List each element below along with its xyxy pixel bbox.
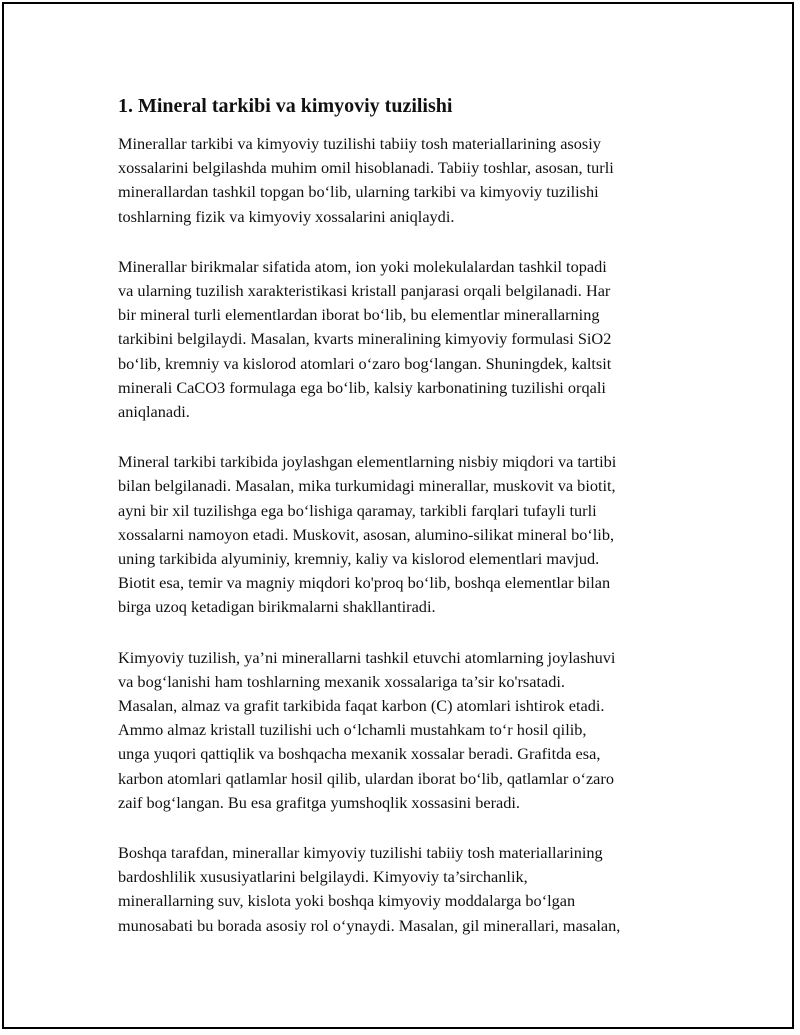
text-line: Ammo almaz kristall tuzilishi uch o‘lchamli mustahkam to‘r hosil qilib, xyxy=(118,720,587,740)
text-line: Minerallar birikmalar sifatida atom, ion yoki molekulalardan tashkil topadi xyxy=(118,256,607,276)
text-line: Mineral tarkibi tarkibida joylashgan elementlarning nisbiy miqdori va tartibi xyxy=(118,452,617,472)
text-line: uning tarkibida alyuminiy, kremniy, kaliy va kislorod elementlari mavjud. xyxy=(118,549,600,569)
text-line: toshlarning fizik va kimyoviy xossalarini aniqlaydi. xyxy=(118,206,455,226)
text-line: unga yuqori qattiqlik va boshqacha mexanik xossalar beradi. Grafitda esa, xyxy=(118,744,601,764)
section-heading: 1. Mineral tarkibi va kimyoviy tuzilishi xyxy=(118,95,453,117)
text-line: bir mineral turli elementlardan iborat bo‘lib, bu elementlar minerallarning xyxy=(118,305,600,325)
text-line: minerallardan tashkil topgan bo‘lib, ularning tarkibi va kimyoviy tuzilishi xyxy=(118,182,599,202)
text-line: bardoshlilik xususiyatlarini belgilaydi. Kimyoviy ta’sirchanlik, xyxy=(118,867,528,887)
document-body xyxy=(118,93,686,964)
text-line: Kimyoviy tuzilish, ya’ni minerallarni tashkil etuvchi atomlarning joylashuvi xyxy=(118,647,616,667)
paragraph xyxy=(118,255,686,424)
paragraph xyxy=(118,841,686,938)
paragraph xyxy=(118,132,686,229)
paragraph xyxy=(118,646,686,815)
text-line: karbon atomlari qatlamlar hosil qilib, ulardan iborat bo‘lib, qatlamlar o‘zaro xyxy=(118,768,614,788)
text-line: minerallarning suv, kislota yoki boshqa kimyoviy moddalarga bo‘lgan xyxy=(118,891,576,911)
text-line: bo‘lib, kremniy va kislorod atomlari o‘zaro bog‘langan. Shuningdek, kaltsit xyxy=(118,353,612,373)
text-line: Masalan, almaz va grafit tarkibida faqat karbon (C) atomlari ishtirok etadi. xyxy=(118,696,605,716)
text-line: Boshqa tarafdan, minerallar kimyoviy tuzilishi tabiiy tosh materiallarining xyxy=(118,843,603,863)
text-line: zaif bog‘langan. Bu esa grafitga yumshoqlik xossasini beradi. xyxy=(118,792,520,812)
text-line: bilan belgilanadi. Masalan, mika turkumidagi minerallar, muskovit va biotit, xyxy=(118,476,616,496)
text-line: minerali CaCO3 formulaga ega bo‘lib, kalsiy karbonatining tuzilishi orqali xyxy=(118,377,606,397)
text-line: birga uzoq ketadigan birikmalarni shakllantiradi. xyxy=(118,597,436,617)
paragraph xyxy=(118,450,686,619)
text-line: xossalarni namoyon etadi. Muskovit, asosan, alumino-silikat mineral bo‘lib, xyxy=(118,524,615,544)
text-line: xossalarini belgilashda muhim omil hisoblanadi. Tabiiy toshlar, asosan, turli xyxy=(118,158,614,178)
text-line: aniqlanadi. xyxy=(118,402,190,422)
text-line: va ularning tuzilish xarakteristikasi kristall panjarasi orqali belgilanadi. Har xyxy=(118,281,611,301)
text-line: tarkibini belgilaydi. Masalan, kvarts mineralining kimyoviy formulasi SiO2 xyxy=(118,329,612,349)
text-line: munosabati bu borada asosiy rol o‘ynaydi. Masalan, gil minerallari, masalan, xyxy=(118,915,621,935)
text-line: va bog‘lanishi ham toshlarning mexanik xossalariga ta’sir ko'rsatadi. xyxy=(118,671,565,691)
paragraph-list xyxy=(118,132,686,938)
text-line: ayni bir xil tuzilishga ega bo‘lishiga qaramay, tarkibli farqlari tufayli turli xyxy=(118,500,597,520)
text-line: Minerallar tarkibi va kimyoviy tuzilishi tabiiy tosh materiallarining asosiy xyxy=(118,134,601,153)
text-line: Biotit esa, temir va magniy miqdori ko'proq bo‘lib, boshqa elementlar bilan xyxy=(118,573,611,593)
